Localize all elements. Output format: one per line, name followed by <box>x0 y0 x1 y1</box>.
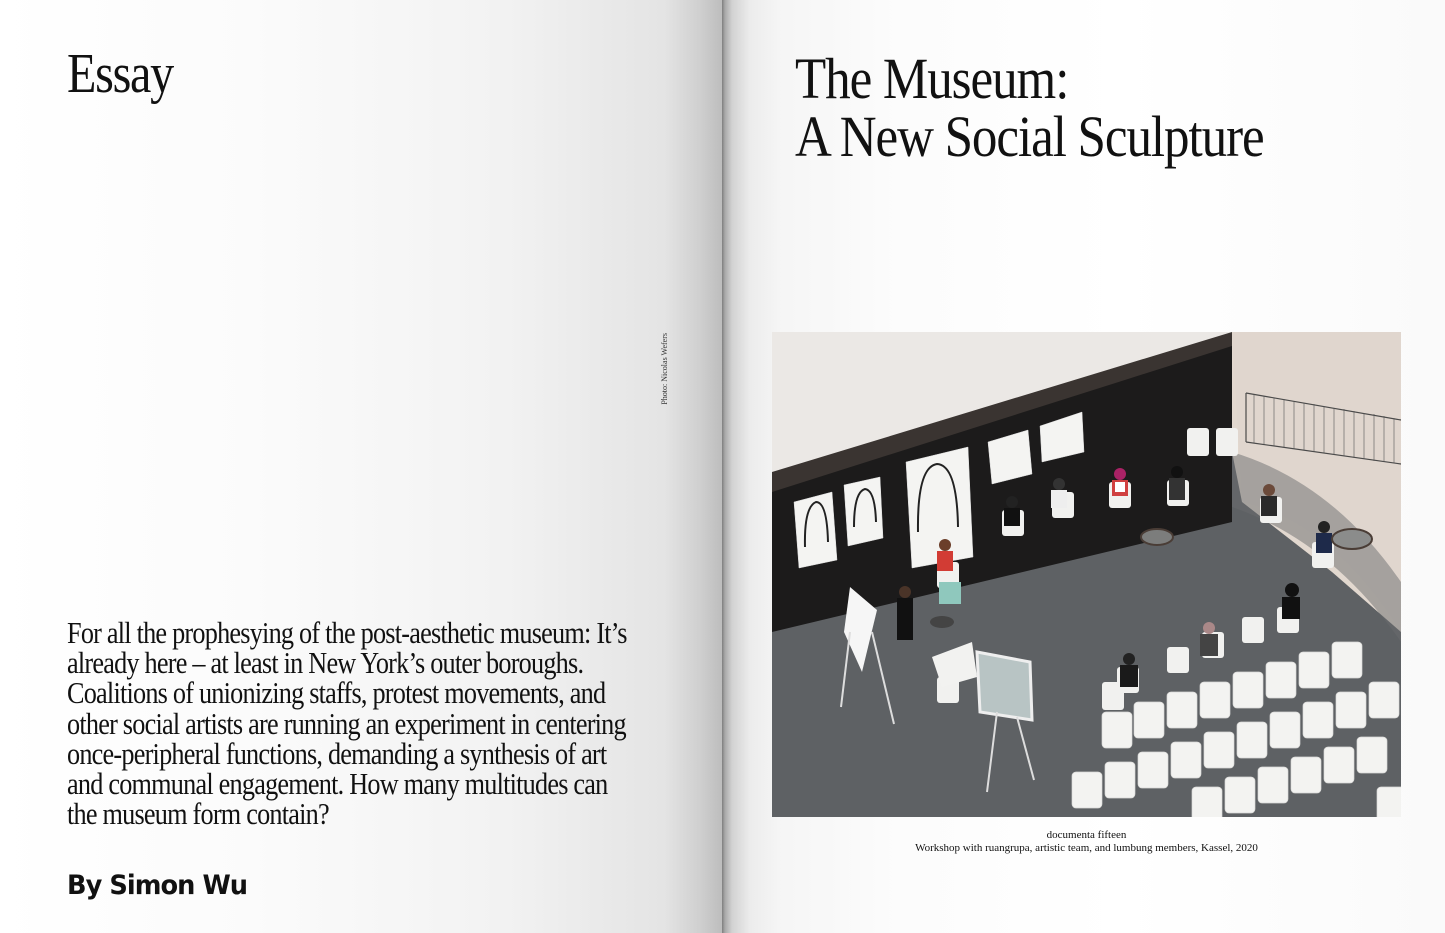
photo-credit: Photo: Nicolas Wefers <box>660 333 669 405</box>
photo-caption <box>772 829 1401 855</box>
caption-line-2: Workshop with ruangrupa, artistic team, and lumbung members, Kassel, 2020 <box>915 842 1258 854</box>
left-page <box>0 0 722 933</box>
headline-line-1: The Museum: <box>795 46 1069 111</box>
article-dek: For all the prophesying of the post-aesthetic museum: It’s already here – at least in New York’s outer boroughs. Coalitions of unionizing staffs, protest movements, and other social artists are running an experiment in centering once-peripheral functions, demanding a synthesis of art and communal engagement. How many multitudes can the museum form contain? <box>67 616 627 832</box>
headline-line-2: A New Social Sculpture <box>795 104 1264 169</box>
workshop-photo-illustration <box>772 332 1401 817</box>
byline: By Simon Wu <box>67 870 248 901</box>
article-headline <box>795 46 1264 169</box>
article-photo <box>772 332 1401 817</box>
caption-line-1: documenta fifteen <box>1046 829 1127 841</box>
section-label: Essay <box>67 43 173 105</box>
